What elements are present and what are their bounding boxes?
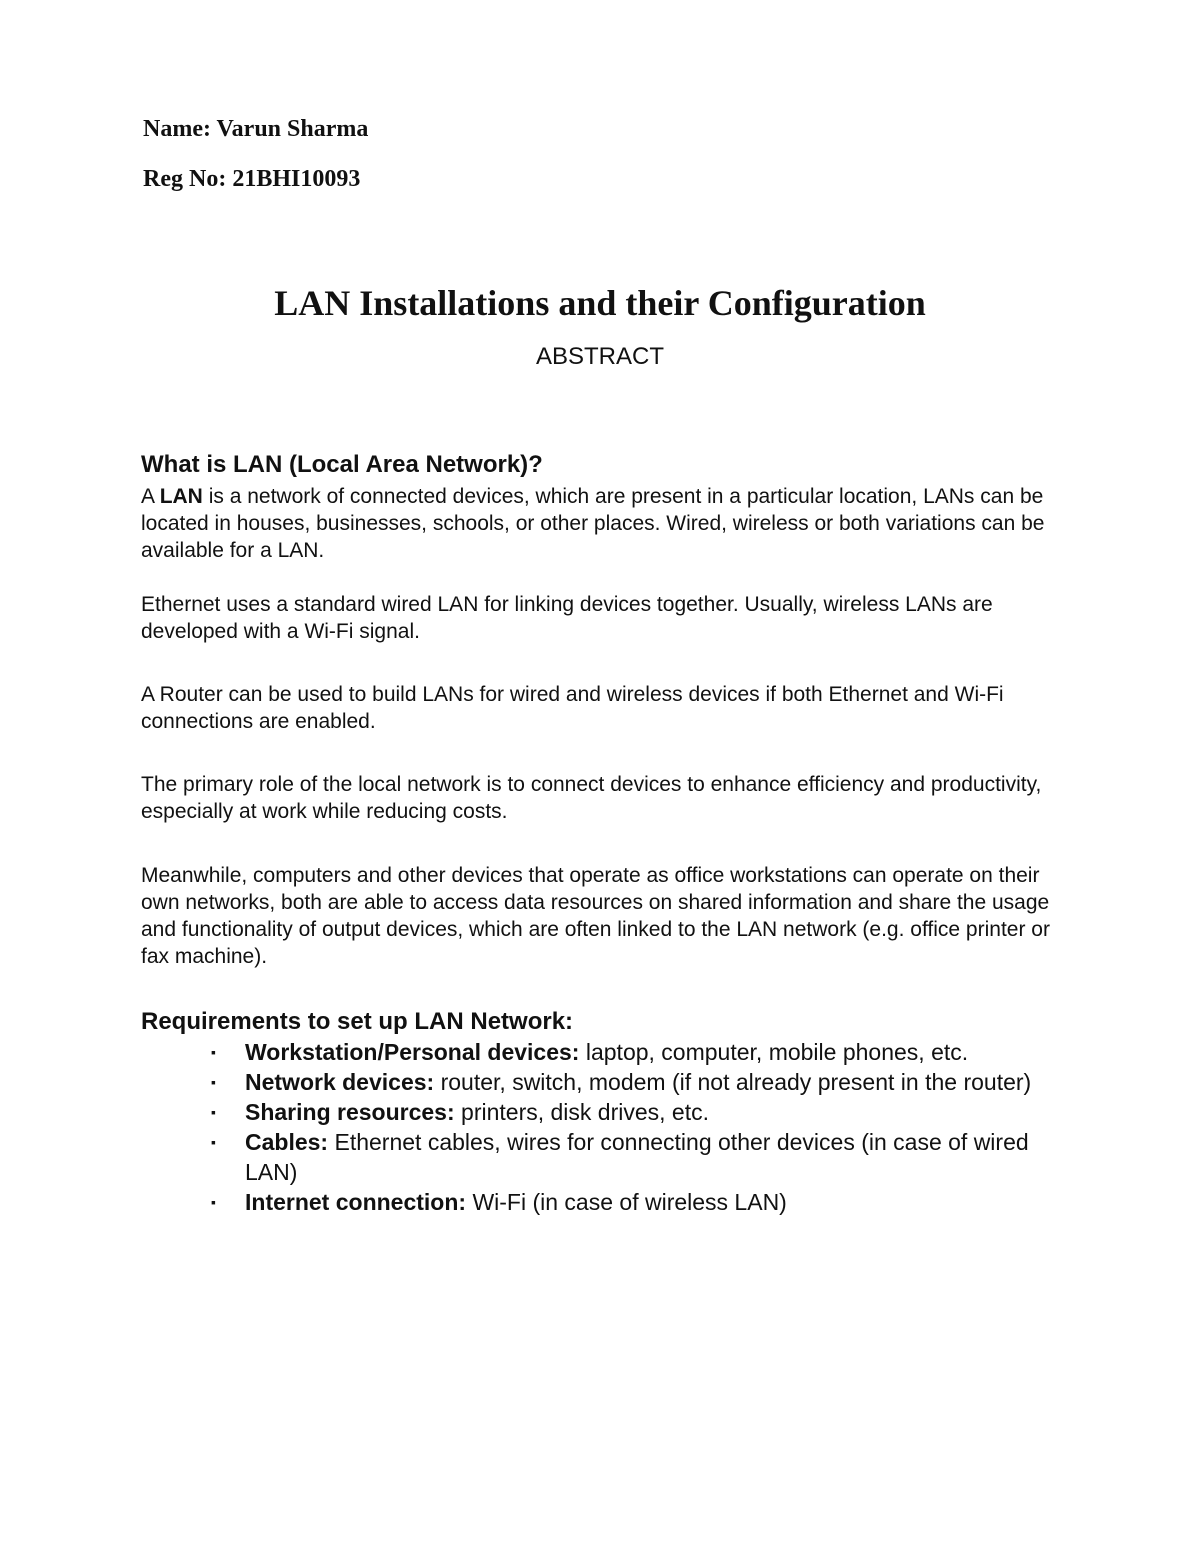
bullet-icon: ▪ <box>211 1104 216 1120</box>
requirement-term: Internet connection: <box>245 1189 467 1215</box>
list-item <box>205 1127 1065 1187</box>
requirement-description: Wi-Fi (in case of wireless LAN) <box>466 1189 787 1215</box>
paragraph-lan-definition-rest: is a network of connected devices, which are present in a particular location, LANs can be located in houses, businesses, schools, or other places. Wired, wireless or both variations can be available for a LAN. <box>141 485 1045 562</box>
requirement-term: Sharing resources: <box>245 1099 455 1125</box>
paragraph-lan-definition-bold-term: LAN <box>159 485 203 508</box>
list-item <box>205 1187 1065 1217</box>
requirement-description: router, switch, modem (if not already present in the router) <box>434 1069 1032 1095</box>
paragraph-ethernet: Ethernet uses a standard wired LAN for linking devices together. Usually, wireless LANs are developed with a Wi-Fi signal. <box>141 593 993 643</box>
bullet-icon: ▪ <box>211 1194 216 1210</box>
bullet-icon: ▪ <box>211 1044 216 1060</box>
requirement-term: Network devices: <box>245 1069 435 1095</box>
list-item <box>205 1037 1065 1067</box>
requirement-description: laptop, computer, mobile phones, etc. <box>579 1039 969 1065</box>
requirement-description: printers, disk drives, etc. <box>454 1099 709 1125</box>
section-heading-requirements: Requirements to set up LAN Network: <box>141 1008 574 1035</box>
requirement-term: Cables: <box>245 1129 329 1155</box>
list-item <box>205 1067 1065 1097</box>
paragraph-lan-definition-lead: A <box>141 485 160 508</box>
section-heading-what-is-lan: What is LAN (Local Area Network)? <box>141 451 543 478</box>
bullet-icon: ▪ <box>211 1074 216 1090</box>
paragraph-workstations: Meanwhile, computers and other devices that operate as office workstations can operate on their own networks, both are able to access data resources on shared information and share the usage and functionality of output devices, which are often linked to the LAN network (e.g. office printer or fax machine). <box>141 864 1050 968</box>
paragraph-lan-definition <box>141 483 1071 564</box>
name-label: Name: <box>143 116 211 142</box>
paragraph-router: A Router can be used to build LANs for wired and wireless devices if both Ethernet and Wi-Fi connections are enabled. <box>141 683 1004 733</box>
requirements-list <box>205 1037 1065 1217</box>
reg-label: Reg No: <box>143 166 227 192</box>
requirement-description: Ethernet cables, wires for connecting other devices (in case of wired LAN) <box>245 1129 1029 1185</box>
reg-value: 21BHI10093 <box>232 166 361 192</box>
student-name-line <box>143 116 368 143</box>
requirement-term: Workstation/Personal devices: <box>245 1039 580 1065</box>
registration-number-line <box>143 166 360 193</box>
document-title: LAN Installations and their Configuration <box>274 283 926 323</box>
paragraph-primary-role: The primary role of the local network is to connect devices to enhance efficiency and productivity, especially at work while reducing costs. <box>141 773 1042 823</box>
list-item <box>205 1097 1065 1127</box>
bullet-icon: ▪ <box>211 1134 216 1150</box>
abstract-heading: ABSTRACT <box>535 343 664 370</box>
name-value: Varun Sharma <box>216 116 369 142</box>
